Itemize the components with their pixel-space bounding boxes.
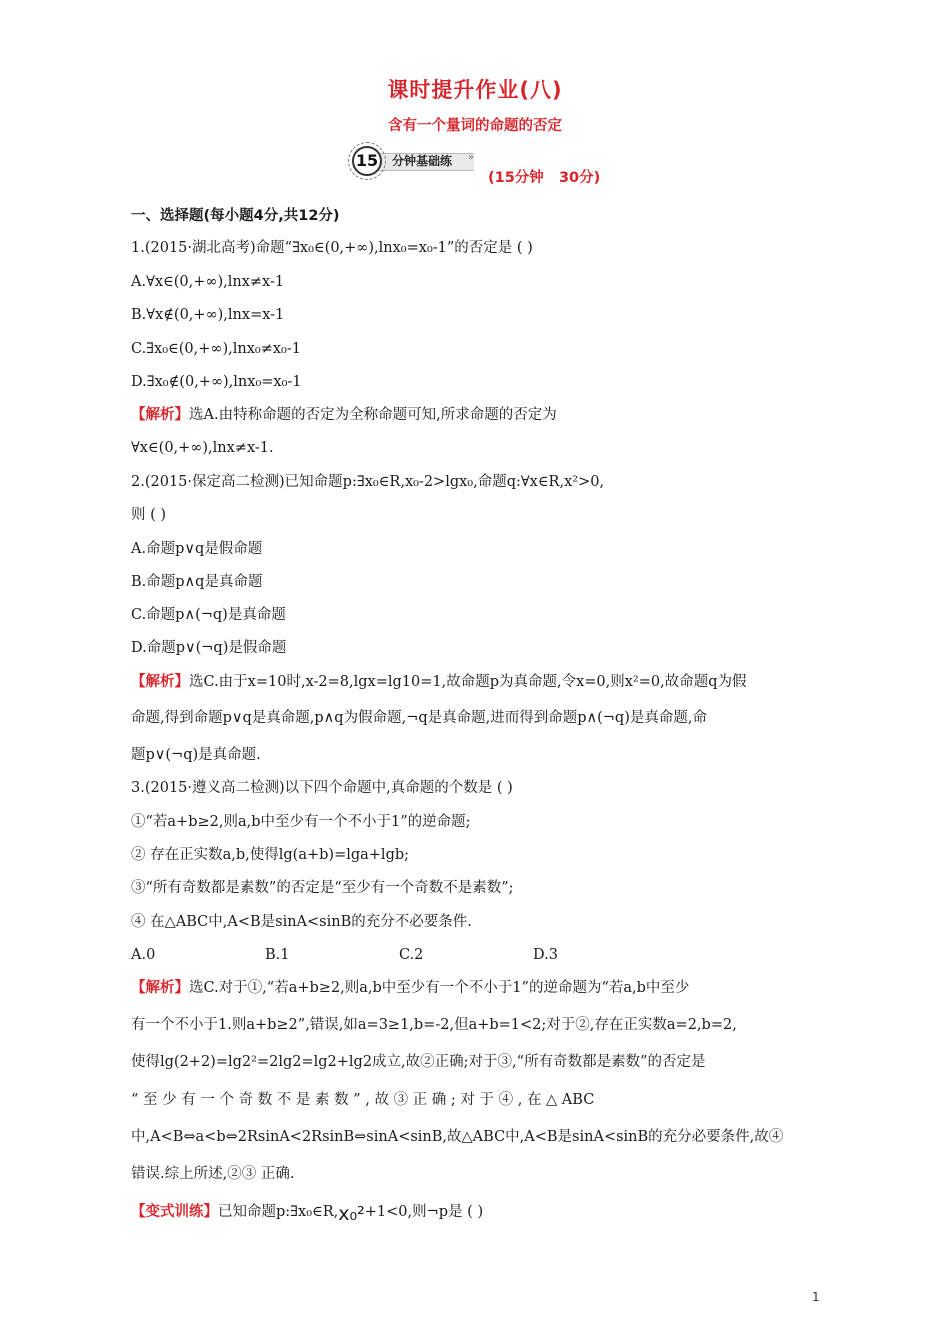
q2-stem: 2.(2015·保定高二检测)已知命题p:∃x₀∈R,x₀-2>lgx₀,命题q:∀x∈R,x²>0, xyxy=(131,474,605,490)
q3-option-a: A.0 xyxy=(131,947,156,963)
variant-text-end: +1<0,则¬p是 ( ) xyxy=(364,1204,484,1220)
q2-solution xyxy=(131,672,747,692)
q2-option-b: B.命题p∧q是真命题 xyxy=(131,574,263,590)
time-note: (15分钟 30分) xyxy=(488,170,601,186)
q3-solution-line5: 中,A<B⇔a<b⇔2RsinA<2RsinB⇔sinA<sinB,故△ABC中,A<B是sinA<sinB的充分必要条件,故④ xyxy=(131,1129,784,1145)
q2-solution-line3: 题p∨(¬q)是真命题. xyxy=(131,747,261,763)
variant-formula: x₀² xyxy=(338,1203,365,1225)
q2-option-a: A.命题p∨q是假命题 xyxy=(131,541,263,557)
q1-option-b: B.∀x∉(0,+∞),lnx=x-1 xyxy=(131,307,285,323)
q3-statement-2: ② 存在正实数a,b,使得lg(a+b)=lga+lgb; xyxy=(131,847,410,863)
page-subtitle: 含有一个量词的命题的否定 xyxy=(388,118,562,134)
practice-badge xyxy=(352,146,480,176)
q3-option-b: B.1 xyxy=(265,947,290,963)
q1-stem: 1.(2015·湖北高考)命题“∃x₀∈(0,+∞),lnx₀=x₀-1”的否定是 ( ) xyxy=(131,240,533,256)
solution-tag: 【解析】 xyxy=(131,980,189,996)
q3-option-c: C.2 xyxy=(399,947,424,963)
q2-stem-line2: 则 ( ) xyxy=(131,507,167,523)
q1-option-a: A.∀x∈(0,+∞),lnx≠x-1 xyxy=(131,274,285,290)
badge-arrow-icon: » xyxy=(468,152,475,163)
q3-stem: 3.(2015·遵义高二检测)以下四个命题中,真命题的个数是 ( ) xyxy=(131,780,513,796)
q3-solution-line4: “ 至 少 有 一 个 奇 数 不 是 素 数 ” , 故 ③ 正 确 ; 对 于 ④ , 在 △ ABC xyxy=(131,1092,595,1108)
q1-solution-line2: ∀x∈(0,+∞),lnx≠x-1. xyxy=(131,440,274,456)
q1-solution xyxy=(131,405,557,425)
q3-solution-text: 选C.对于①,“若a+b≥2,则a,b中至少有一个不小于1”的逆命题为“若a,b中至少 xyxy=(189,980,690,996)
page-title: 课时提升作业(八) xyxy=(387,78,563,102)
q3-solution-line6: 错误.综上所述,②③ 正确. xyxy=(131,1166,295,1182)
q1-option-c: C.∃x₀∈(0,+∞),lnx₀≠x₀-1 xyxy=(131,341,301,357)
badge-label: 分钟基础练 xyxy=(392,154,453,168)
q2-solution-line2: 命题,得到命题p∨q是真命题,p∧q为假命题,¬q是真命题,进而得到命题p∧(¬q)是真命题,命 xyxy=(131,710,707,726)
q3-solution-line3: 使得lg(2+2)=lg2²=2lg2=lg2+lg2成立,故②正确;对于③,“所有奇数都是素数”的否定是 xyxy=(131,1054,706,1070)
q3-solution-line2: 有一个不小于1.则a+b≥2”,错误,如a=3≥1,b=-2,但a+b=1<2;对于②,存在正实数a=2,b=2, xyxy=(131,1017,737,1033)
q3-statement-4: ④ 在△ABC中,A<B是sinA<sinB的充分不必要条件. xyxy=(131,914,472,930)
solution-tag: 【解析】 xyxy=(131,674,189,690)
badge-number: 15 xyxy=(352,146,382,176)
q2-solution-text: 选C.由于x=10时,x-2=8,lgx=lg10=1,故命题p为真命题,令x=0,则x²=0,故命题q为假 xyxy=(189,674,747,690)
variant-exercise xyxy=(131,1199,484,1225)
q3-statement-1: ①“若a+b≥2,则a,b中至少有一个不小于1”的逆命题; xyxy=(131,814,471,830)
q3-options xyxy=(131,945,631,965)
q2-option-c: C.命题p∧(¬q)是真命题 xyxy=(131,607,286,623)
section-heading: 一、选择题(每小题4分,共12分) xyxy=(131,208,340,224)
solution-tag: 【解析】 xyxy=(131,407,189,423)
page-number: 1 xyxy=(812,1290,820,1304)
q3-statement-3: ③“所有奇数都是素数”的否定是“至少有一个奇数不是素数”; xyxy=(131,880,514,896)
q3-option-d: D.3 xyxy=(533,947,558,963)
q2-option-d: D.命题p∨(¬q)是假命题 xyxy=(131,640,287,656)
q3-solution xyxy=(131,978,689,998)
variant-tag: 【变式训练】 xyxy=(131,1204,218,1220)
q1-option-d: D.∃x₀∉(0,+∞),lnx₀=x₀-1 xyxy=(131,374,302,390)
variant-text: 已知命题p:∃x₀∈R, xyxy=(218,1204,339,1220)
q1-solution-text: 选A.由特称命题的否定为全称命题可知,所求命题的否定为 xyxy=(189,407,557,423)
